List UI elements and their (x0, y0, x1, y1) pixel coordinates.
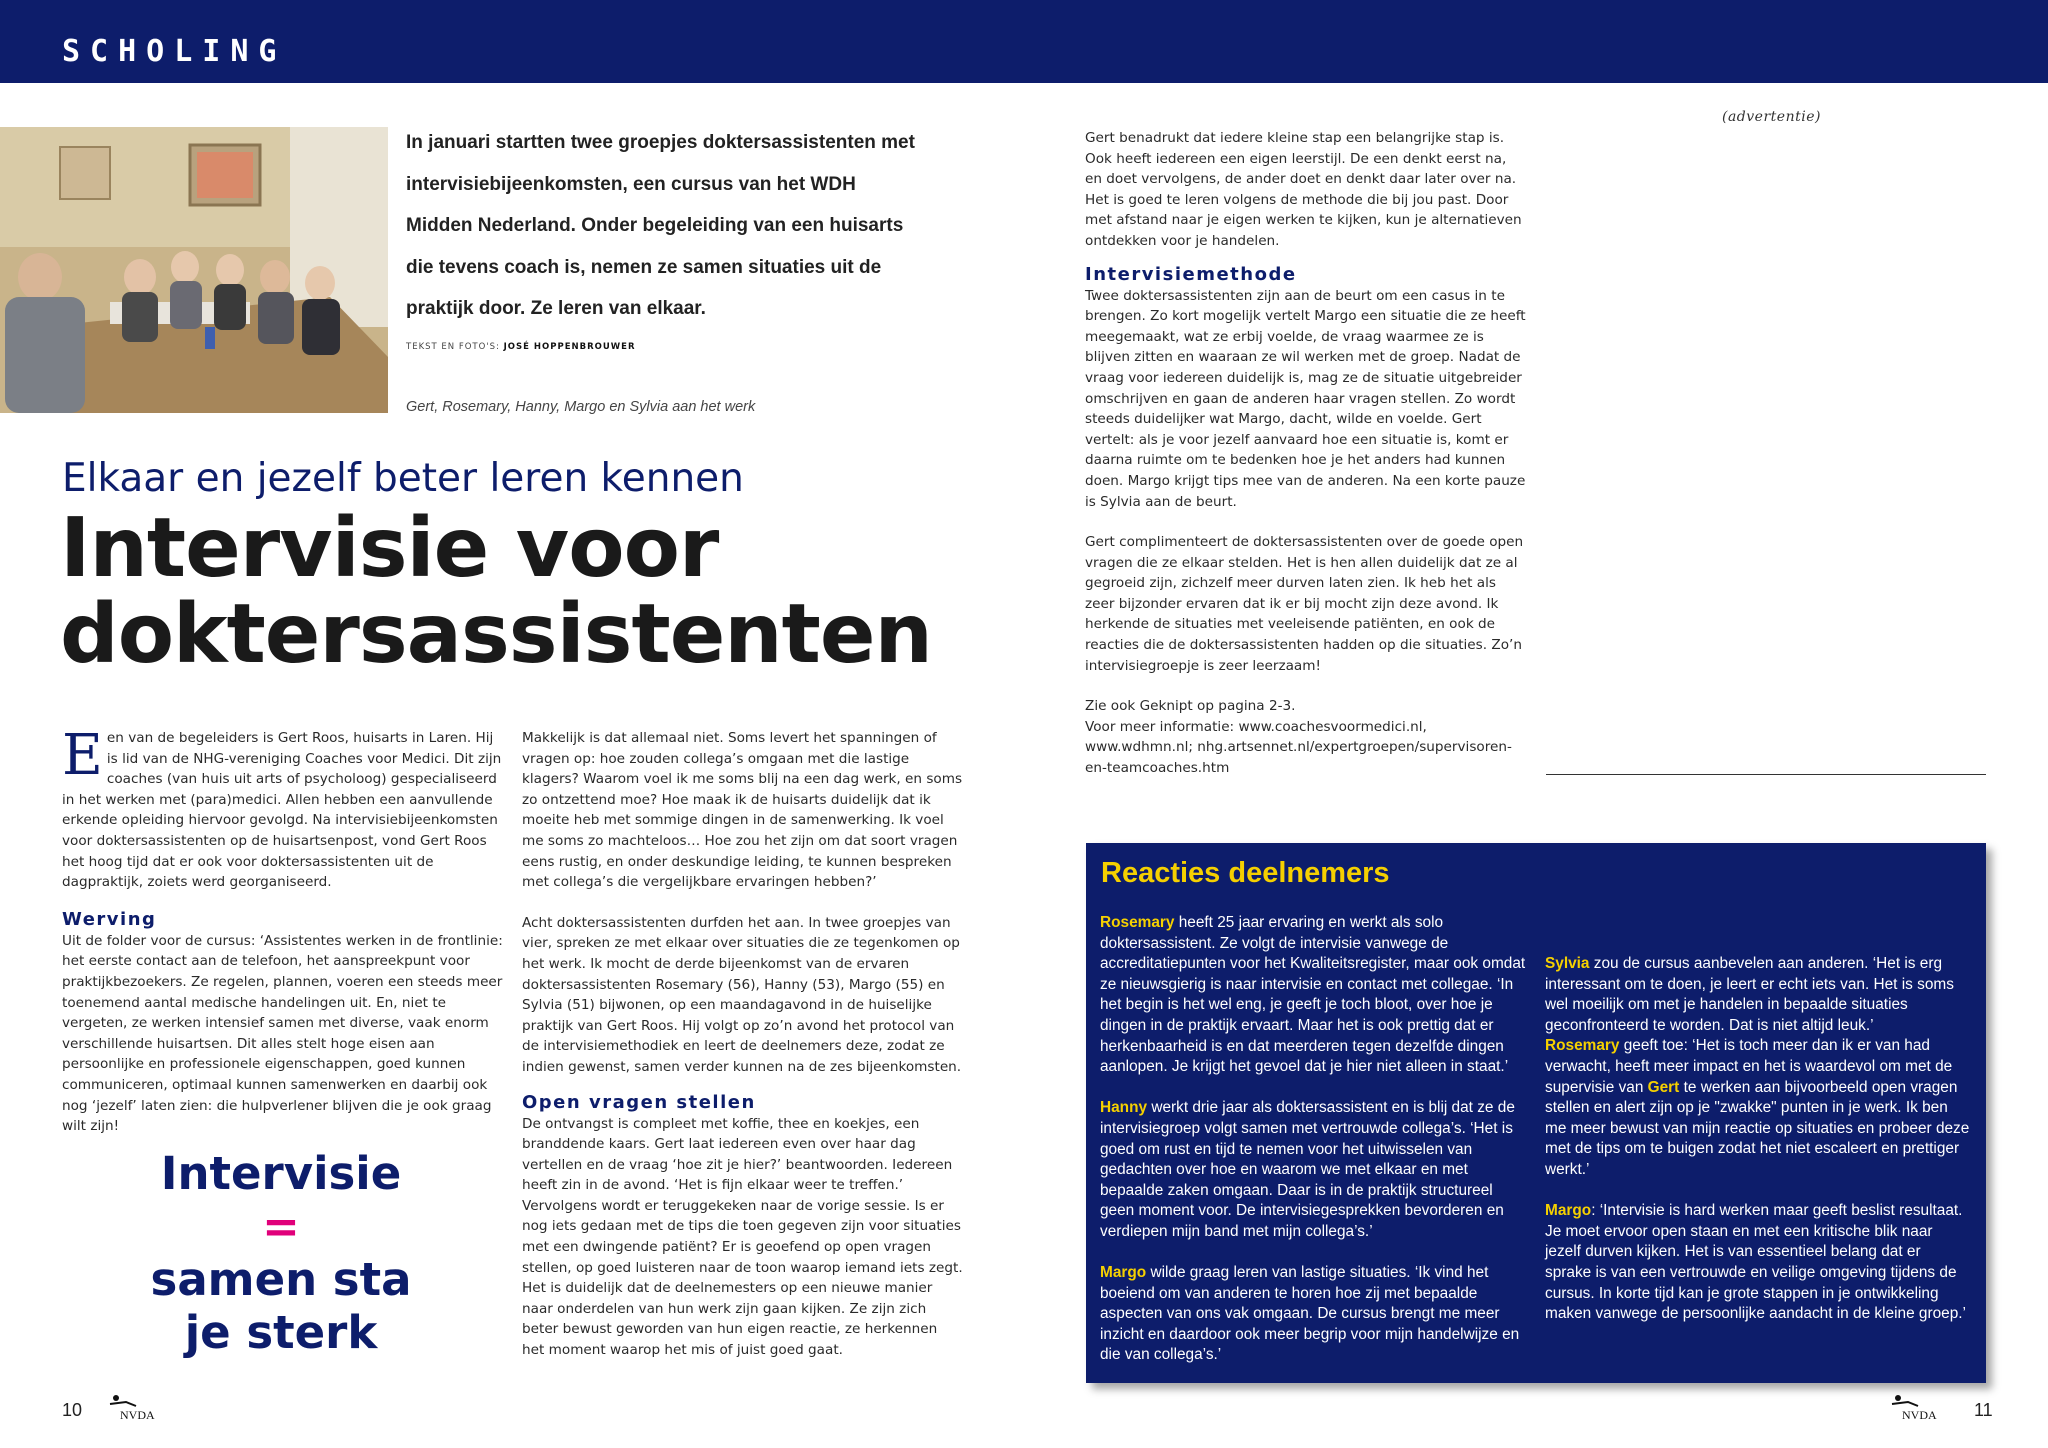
credit-name: JOSÉ HOPPENBROUWER (503, 342, 636, 352)
section-label: SCHOLING (62, 34, 287, 69)
reactie-sylvia-text: zou de cursus aanbevelen aan anderen. ‘Het is erg interessant om te doen, je leert er echt iets van. Het is soms wel moeilijk om met je handelen in bepaalde situaties geconfronteerd te worden. Dat is niet altijd leuk.’ (1545, 955, 1954, 1034)
col3-paragraph-1: Gert benadrukt dat iedere kleine stap een belangrijke stap is. Ook heeft iedereen een eigen leerstijl. De een denkt eerst na, en doet vervolgens, de ander doet en denkt daar later over na. Het is goed te leren volgens de methode die bij jou past. Door met afstand naar je eigen werken te kijken, kun je alternatieven ontdekken voor je handelen. (1085, 130, 1522, 249)
name-rosemary-2: Rosemary (1545, 1037, 1620, 1055)
col3-paragraph-3: Gert complimenteert de doktersassistenten over de goede open vragen die ze elkaar stelden. Het is hen allen duidelijk dat ze al gegroeid zijn, zichzelf meer durven laten zien. Ik heb het als zeer bijzonder ervaren dat ik er bij mocht zijn deze avond. Ik herkende de situaties met veeleisende patiënten, en ook de reacties die de doktersassistenten hadden op die situaties. Zo’n intervisiegroepje is zeer leerzaam! (1085, 534, 1524, 674)
heading-open-vragen: Open vragen stellen (522, 1091, 756, 1113)
page-number-right: 11 (1974, 1400, 1993, 1420)
reactie-margo-2-text: : ‘Intervisie is hard werken maar geeft beslist resultaat. Je moet ervoor open staan en met een kritische blik naar jezelf durven kijken. Het is van essentieel belang dat er sprake is van een vertrouwde en veilige omgeving tijdens de cursus. In korte tijd kan je grote stappen in je ontwikkeling maken vanwege de persoonlijke aandacht in de kleine groep.’ (1545, 1202, 1966, 1323)
photo-credit (406, 342, 636, 352)
title-line-1: Intervisie voor (60, 501, 719, 596)
intro-paragraph (62, 723, 503, 893)
nvda-logo-right (1890, 1394, 1950, 1424)
pull-quote-line-2: samen sta (150, 1253, 412, 1306)
reactie-rosemary-2-text-a: geeft toe: ‘Het is toch meer dan ik er van had verwacht, heeft meer impact en het is waardevol om met de supervisie van (1545, 1037, 1953, 1096)
advert-label: (advertentie) (1722, 109, 1821, 125)
col2-paragraph-3: De ontvangst is compleet met koffie, thee en koekjes, een branddende kaars. Gert laat iedereen even over haar dag vertellen en de vraag ‘hoe zit je hier?’ beantwoorden. Iedereen heeft zin in de avond. ‘Het is fijn elkaar weer te treffen.’ Vervolgens wordt er teruggekeken naar de vorige sessie. Is er nog iets gedaan met de tips die toen gegeven zijn voor situaties met een dwingende patiënt? Er is geoefend op open vragen stellen, op goed luisteren naar de toon waarop iemand iets zegt. Het is duidelijk dat de deelnemesters op een nieuwe manier naar onderdelen van hun werk zijn gaan kijken. Ze zijn zich beter bewust geworden van hun eigen reactie, ze herkennen het moment waarop het mis of juist goed gaat. (522, 1115, 963, 1359)
article-subtitle: Elkaar en jezelf beter leren kennen (62, 456, 744, 501)
lead-paragraph: In januari startten twee groepjes doktersassistenten met intervisiebijeenkomsten, een cursus van het WDH Midden Nederland. Onder begeleiding van een huisarts die tevens coach is, nemen ze samen situaties uit de praktijk door. Ze leren van elkaar. (406, 132, 915, 319)
reactie-rosemary-2 (1545, 1036, 1971, 1180)
reactie-hanny-text: werkt drie jaar als doktersassistent en is blij dat ze de intervisiegroep volgt samen met vertrouwde collega’s. ‘Het is goed om rust en tijd te nemen voor het uitwisselen van gedachten over hoe en waarom we met elkaar en met bepaalde zaken omgaan. Daar is in de praktijk structureel geen moment voor. De intervisiegesprekken bevorderen en verdiepen mijn band met mijn collega’s.’ (1100, 1099, 1515, 1240)
reactie-rosemary-2-text-b: te werken aan bijvoorbeeld open vragen stellen en alert zijn op je "zwakke" punten in je werk. Ik ben me meer bewust van mijn reactie op situaties en probeer deze met de tips om te buigen zodat het niet escaleert en prettiger werkt.’ (1545, 1078, 1970, 1178)
nvda-logo-text-left: NVDA (120, 1408, 155, 1422)
pull-quote-line-3: je sterk (184, 1306, 378, 1359)
column-2 (522, 728, 963, 1361)
nvda-logo-left (108, 1394, 168, 1424)
advert-divider (1546, 774, 1986, 775)
reactie-rosemary (1100, 913, 1526, 1078)
name-gert: Gert (1647, 1078, 1680, 1096)
col2-paragraph-2: Acht doktersassistenten durfden het aan. In twee groepjes van vier, spreken ze met elkaar over situaties die ze tegenkomen op het werk. Ik mocht de derde bijeenkomst van de ervaren doktersassistenten Rosemary (56), Hanny (53), Margo (55) en Sylvia (51) bijwonen, op een maandagavond in de huiselijke praktijk van Gert Roos. Hij volgt op zo’n avond het protocol van de intervisiemethodiek en leert de deelnemers deze, zodat ze indien gewenst, samen verder kunnen na de zes bijeenkomsten. (522, 914, 962, 1075)
photo-caption: Gert, Rosemary, Hanny, Margo en Sylvia aan het werk (406, 399, 756, 415)
pull-quote (126, 1147, 436, 1359)
name-margo: Margo (1100, 1264, 1147, 1282)
name-rosemary: Rosemary (1100, 914, 1175, 931)
name-sylvia: Sylvia (1545, 955, 1590, 972)
header-bar (0, 0, 2048, 83)
reactie-margo-1 (1100, 1263, 1526, 1366)
reactie-margo-2 (1545, 1201, 1971, 1325)
col3-see-also: Zie ook Geknipt op pagina 2-3. (1085, 698, 1296, 715)
nvda-logo-text-right: NVDA (1902, 1408, 1937, 1422)
heading-intervisiemethode: Intervisiemethode (1085, 263, 1297, 285)
pull-quote-equals: = (262, 1200, 300, 1253)
reacties-title: Reacties deelnemers (1101, 857, 1390, 889)
column-1 (62, 723, 503, 1137)
reactie-hanny (1100, 1098, 1526, 1242)
col1-paragraph-2: Uit de folder voor de cursus: ‘Assistentes werken in de frontlinie: het eerste contact aan de telefoon, het aanspreekpunt voor praktijkbezoekers. Ze regelen, plannen, voeren een steeds meer toenemend aantal medische handelingen uit. En, niet te vergeten, ze werken intensief samen met diverse, vaak enorm verschillende huisartsen. Dit alles stelt hoge eisen aan persoonlijke en professionele eigenschappen, goed kunnen communiceren, optimaal kunnen samenwerken en daarbij ook nog ‘jezelf’ laten zien: die hulpverlener blijven die je ook graag wilt zijn! (62, 932, 503, 1135)
reacties-column-1 (1100, 913, 1526, 1366)
reactie-margo-1-text: wilde graag leren van lastige situaties. ‘Ik vind het boeiend om van anderen te horen hoe zij met bepaalde aspecten van ons vak omgaan. De cursus brengt me meer inzicht en daardoor ook meer begrip voor mijn handelwijze en die van collega’s.’ (1100, 1264, 1520, 1364)
credit-label: TEKST EN FOTO'S: (406, 342, 500, 352)
page-number-left: 10 (62, 1400, 83, 1420)
reactie-rosemary-text: heeft 25 jaar ervaring en werkt als solo doktersassistent. Ze volgt de intervisie vanwege de accreditatiepunten voor het Kwaliteitsregister, maar ook omdat ze nieuwsgierig is naar intervisie en contact met collegae. ‘In het begin is het wel eng, je geeft je toch bloot, over hoe je dingen in de praktijk ervaart. Maar het is ook prettig dat er herkenbaarheid is en dat meerderen tegen dezelfde dingen aanlopen. Je krijgt het gevoel dat je hier niet alleen in staat.’ (1100, 914, 1526, 1076)
col3-paragraph-2: Twee doktersassistenten zijn aan de beurt om een casus in te brengen. Zo kort mogelijk vertelt Margo een situatie die ze heeft meegemaakt, wat ze erbij voelde, de vraag waarmee ze is blijven zitten en waaraan ze wil werken met de groep. Nadat de vraag voor iedereen duidelijk is, mag ze de situatie uitgebreider omschrijven en gaan de anderen haar vragen stellen. Zo wordt steeds duidelijker wat Margo, dacht, wilde en voelde. Gert vertelt: als je voor jezelf aanvaard hoe een situatie is, komt er daarna ruimte om te bedenken hoe je het anders had kunnen doen. Margo krijgt tips mee van de anderen. Na een korte pauze is Sylvia aan de beurt. (1085, 287, 1526, 510)
col3-more-info: Voor meer informatie: www.coachesvoormedici.nl, www.wdhmn.nl; nhg.artsennet.nl/expertgroepen/supervisoren-en-teamcoaches.htm (1085, 718, 1512, 777)
col2-paragraph-1: Makkelijk is dat allemaal niet. Soms levert het spanningen of vragen op: hoe zouden collega’s omgaan met die lastige klagers? Waarom voel ik me soms blij na een dag werk, en soms zo ontzettend moe? Hoe maak ik de huisarts duidelijk dat ik moeite heb met sommige dingen in de samenwerking. Ik voel me soms zo machteloos… Hoe zou het zijn om dat soort vragen eens rustig, en onder deskundige leiding, te kunnen bespreken met collega’s die vergelijkbare ervaringen hebben?’ (522, 730, 963, 891)
pull-quote-line-1: Intervisie (160, 1147, 402, 1200)
col1-paragraph-1: en van de begeleiders is Gert Roos, huisarts in Laren. Hij is lid van de NHG-vereniging Coaches voor Medici. Dit zijn coaches (van huis uit arts of psycholoog) gespecialiseerd in het werken met (para)medici. Allen hebben een aanvullende erkende opleiding hiervoor gevolgd. Na intervisiebijeenkomsten voor doktersassistenten op de huisartsenpost, vond Gert Roos het hoog tijd dat er ook voor doktersassistenten uit de dagpraktijk, zoiets werd georganiseerd. (62, 730, 502, 891)
reacties-column-2 (1545, 913, 1971, 1325)
reactie-sylvia (1545, 954, 1971, 1036)
drop-cap: E (62, 723, 103, 788)
title-line-2: doktersassistenten (60, 587, 932, 682)
heading-werving: Werving (62, 908, 157, 930)
article-title (60, 501, 960, 682)
column-3 (1085, 128, 1526, 779)
group-photo (0, 127, 388, 413)
name-hanny: Hanny (1100, 1099, 1148, 1117)
name-margo-2: Margo (1545, 1202, 1592, 1220)
